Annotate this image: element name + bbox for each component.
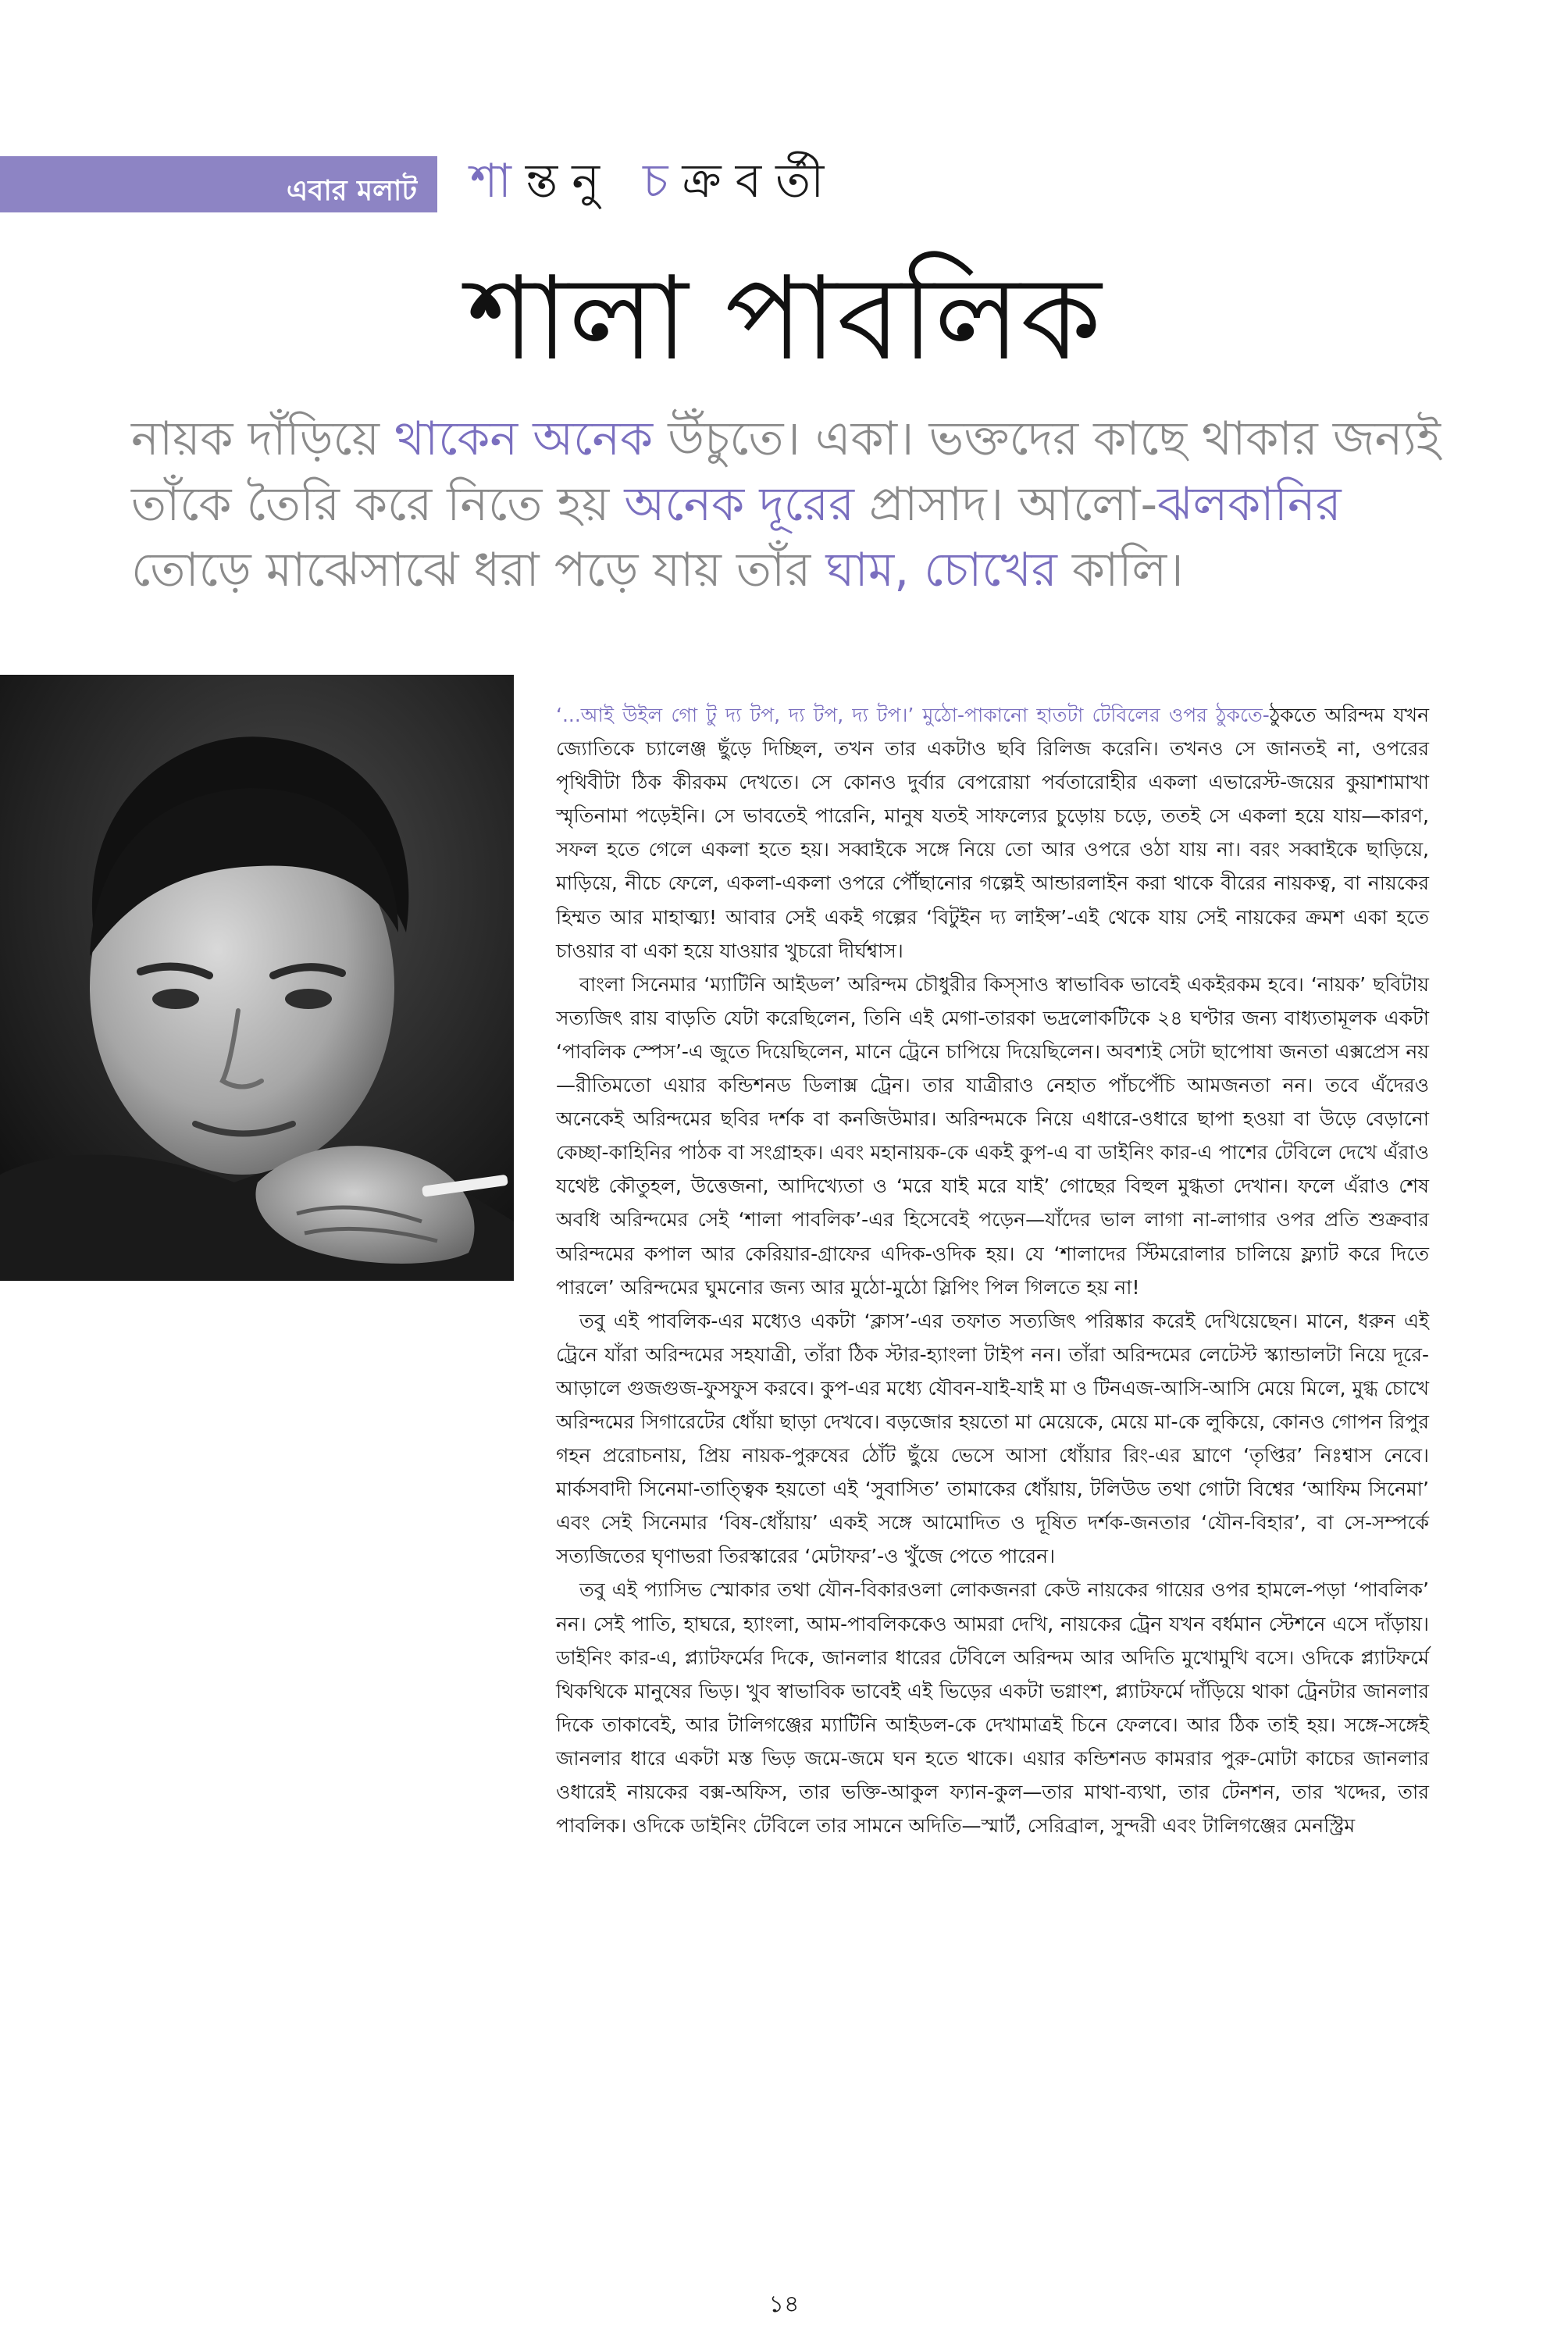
article-paragraph-2: বাংলা সিনেমার ‘ম্যাটিনি আইডল’ অরিন্দম চৌধুরীর কিস্‌সাও স্বাভাবিক ভাবেই একইরকম হবে। ‘নায়ক’ ছবিটায় সত্যজিৎ রায় বাড়তি যেটা করেছিলেন, তিনি এই মেগা-তারকা ভদ্রলোকটিকে ২৪ ঘণ্টার জন্য বাধ্যতামূলক একটা ‘পাবলিক স্পেস’-এ জুতে দিয়েছিলেন, মানে ট্রেনে চাপিয়ে দিয়েছিলেন। অবশ্যই সেটা ছাপোষা জনতা এক্সপ্রেস নয়—রীতিমতো এয়ার কন্ডিশনড ডিলাক্স ট্রেন। তার যাত্রীরাও নেহাত পাঁচপেঁচি আমজনতা নন। তবে এঁদেরও অনেকেই অরিন্দমের ছবির দর্শক বা কনজিউমার। অরিন্দমকে নিয়ে এধারে-ওধারে ছাপা হওয়া বা উড়ে বেড়ানো কেচ্ছা-কাহিনির পাঠক বা সংগ্রাহক। এবং মহানায়ক-কে একই কুপ-এ বা ডাইনিং কার-এ পাশের টেবিলে দেখে এঁরাও যথেষ্ট কৌতুহল, উত্তেজনা, আদিখ্যেতা ও ‘মরে যাই মরে যাই’ গোছের বিহুল মুগ্ধতা দেখান। ফলে এঁরাও শেষ অবধি অরিন্দমের সেই ‘শালা পাবলিক’-এর হিসেবেই পড়েন—যাঁদের ভাল লাগা না-লাগার ওপর প্রতি শুক্রবার অরিন্দমের কপাল আর কেরিয়ার-গ্রাফের এদিক-ওদিক হয়। যে ‘শালাদের স্টিমরোলার চালিয়ে ফ্ল্যাট করে দিতে পারলে’ অরিন্দমের ঘুমনোর জন্য আর মুঠো-মুঠো স্লিপিং পিল গিলতে হয় না!: [556, 972, 1429, 1299]
article-standfirst: [131, 406, 1451, 603]
actor-portrait-photo: [0, 675, 514, 1281]
standfirst-part-1: নায়ক দাঁড়িয়ে: [131, 412, 395, 466]
page-number: ১৪: [768, 2291, 800, 2318]
portrait-illustration: [0, 675, 514, 1281]
standfirst-part-2: উঁচুতে। একা। ভক্তদের কাছে থাকার জন্যই তাঁকে তৈরি করে নিতে হয়: [131, 412, 1441, 532]
standfirst-part-5: কালি।: [1057, 543, 1184, 597]
author-byline: [470, 153, 838, 209]
article-body: [556, 698, 1429, 1842]
standfirst-highlight-3: ঝলকানির: [1157, 477, 1342, 532]
standfirst-highlight-2: অনেক দূরের: [624, 477, 854, 532]
author-first-name-rest: ন্তনু: [525, 154, 643, 209]
standfirst-highlight-4: ঘাম, চোখের: [825, 543, 1057, 597]
section-tag-label: এবার মলাট: [286, 174, 417, 207]
opening-quote: ‘...আই উইল গো টু দ্য টপ, দ্য টপ, দ্য টপ।’ মুঠো-পাকানো হাতটা টেবিলের ওপর ঠুকতে-: [556, 704, 1270, 726]
article-paragraph-1: [556, 698, 1429, 968]
standfirst-highlight-1: থাকেন অনেক: [394, 412, 654, 466]
section-tag: [0, 156, 437, 212]
author-first-initial: শা: [470, 154, 526, 209]
standfirst-part-4: তোড়ে মাঝেসাঝে ধরা পড়ে যায় তাঁর: [131, 543, 826, 597]
standfirst-part-3: প্রাসাদ। আলো-: [853, 477, 1158, 532]
author-last-initial: চ: [643, 154, 682, 209]
article-paragraph-4: তবু এই প্যাসিভ স্মোকার তথা যৌন-বিকারওলা লোকজনরা কেউ নায়কের গায়ের ওপর হামলে-পড়া ‘পাবলিক’ নন। সেই পাতি, হাঘরে, হ্যাংলা, আম-পাবলিককেও আমরা দেখি, নায়কের ট্রেন যখন বর্ধমান স্টেশনে এসে দাঁড়ায়। ডাইনিং কার-এ, প্ল্যাটফর্মের দিকে, জানলার ধারের টেবিলে অরিন্দম আর অদিতি মুখোমুখি বসে। ওদিকে প্ল্যাটফর্মে থিকথিকে মানুষের ভিড়। খুব স্বাভাবিক ভাবেই এই ভিড়ের একটা ভগ্নাংশ, প্ল্যাটফর্মে দাঁড়িয়ে থাকা ট্রেনটার জানলার দিকে তাকাবেই, আর টালিগঞ্জের ম্যাটিনি আইডল-কে দেখামাত্রই চিনে ফেলবে। আর ঠিক তাই হয়। সঙ্গে-সঙ্গেই জানলার ধারে একটা মস্ত ভিড় জমে-জমে ঘন হতে থাকে। এয়ার কন্ডিশনড কামরার পুরু-মোটা কাচের জানলার ওধারেই নায়কের বক্স-অফিস, তার ভক্তি-আকুল ফ্যান-কুল—তার মাথা-ব্যথা, তার টেনশন, তার খদ্দের, তার পাবলিক। ওদিকে ডাইনিং টেবিলে তার সামনে অদিতি—স্মার্ট, সেরিব্রাল, সুন্দরী এবং টালিগঞ্জের মেনস্ট্রিম: [556, 1578, 1429, 1838]
author-last-name-rest: ক্রবর্তী: [682, 154, 839, 209]
article-paragraph-3: তবু এই পাবলিক-এর মধ্যেও একটা ‘ক্লাস’-এর তফাত সত্যজিৎ পরিষ্কার করেই দেখিয়েছেন। মানে, ধরুন এই ট্রেনে যাঁরা অরিন্দমের সহযাত্রী, তাঁরা ঠিক স্টার-হ্যাংলা টাইপ নন। তাঁরা অরিন্দমের লেটেস্ট স্ক্যান্ডালটা নিয়ে দূরে-আড়ালে গুজগুজ-ফুসফুস করবে। কুপ-এর মধ্যে যৌবন-যাই-যাই মা ও টিনএজ-আসি-আসি মেয়ে মিলে, মুগ্ধ চোখে অরিন্দমের সিগারেটের ধোঁয়া ছাড়া দেখবে। বড়জোর হয়তো মা মেয়েকে, মেয়ে মা-কে লুকিয়ে, কোনও গোপন রিপুর গহন প্ররোচনায়, প্রিয় নায়ক-পুরুষের ঠোঁট ছুঁয়ে ভেসে আসা ধোঁয়ার রিং-এর ঘ্রাণে ‘তৃপ্তির’ নিঃশ্বাস নেবে। মার্কসবাদী সিনেমা-তাত্ত্বিক হয়তো এই ‘সুবাসিত’ তামাকের ধোঁয়ায়, টলিউড তথা গোটা বিশ্বের ‘আফিম সিনেমা’ এবং সেই সিনেমার ‘বিষ-ধোঁয়ায়’ একই সঙ্গে আমোদিত ও দূষিত দর্শক-জনতার ‘যৌন-বিহার’, বা সে-সম্পর্কে সত্যজিতের ঘৃণাভরা তিরস্কারের ‘মেটাফর’-ও খুঁজে পেতে পারেন।: [556, 1309, 1429, 1568]
paragraph-1-text: ঠুকতে অরিন্দম যখন জ্যোতিকে চ্যালেঞ্জ ছুঁড়ে দিচ্ছিল, তখন তার একটাও ছবি রিলিজ করেনি। তখনও সে জানতই না, ওপরের পৃথিবীটা ঠিক কীরকম দেখতে। সে কোনও দুর্বার বেপরোয়া পর্বতারোহীর একলা এভারেস্ট-জয়ের কুয়াশামাখা স্মৃতিনামা পড়েইনি। সে ভাবতেই পারেনি, মানুষ যতই সাফল্যের চুড়োয় চড়ে, ততই সে একলা হয়ে যায়—কারণ, সফল হতে গেলে একলা হতে হয়। সব্বাইকে সঙ্গে নিয়ে তো আর ওপরে ওঠা যায় না। বরং সব্বাইকে ছাড়িয়ে, মাড়িয়ে, নীচে ফেলে, একলা-একলা ওপরে পৌঁছানোর গল্পেই আন্ডারলাইন করা থাকে বীরের নায়কত্ব, বা নায়কের হিম্মত আর মাহাত্ম্য! আবার সেই একই গল্পের ‘বিটুইন দ্য লাইন্স’-এই থেকে যায় সেই নায়কের ক্রমশ একা হতে চাওয়ার বা একা হয়ে যাওয়ার খুচরো দীর্ঘশ্বাস।: [556, 704, 1429, 962]
article-title: শালা পাবলিক: [466, 251, 1102, 386]
